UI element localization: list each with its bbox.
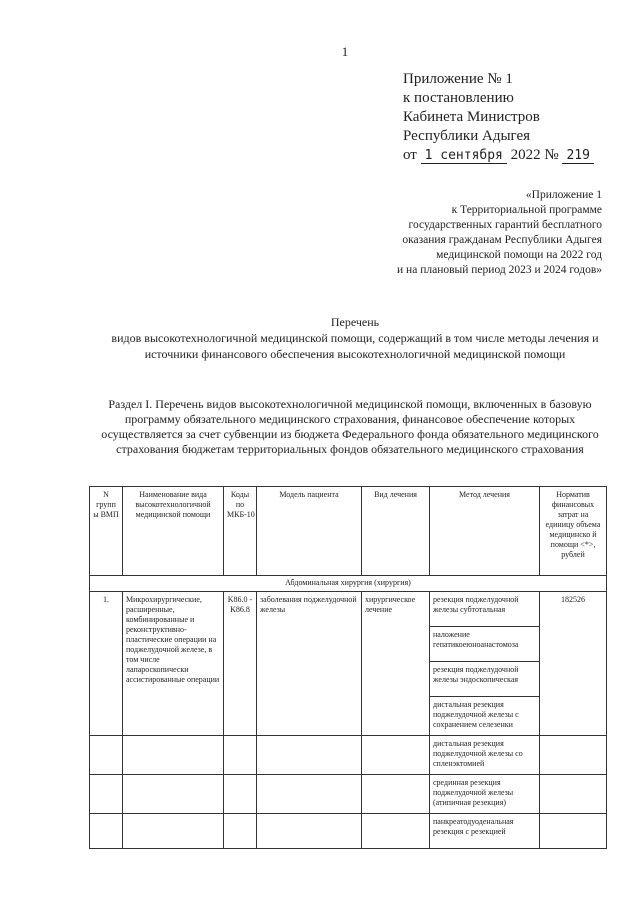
cell-treatment-type: хирургическое лечение	[362, 592, 430, 736]
cell-empty	[257, 736, 362, 775]
intro-block	[397, 188, 602, 278]
header-cost: Норматив финансовых затрат на единицу объема медицинско й помощи <*>, рублей	[540, 487, 607, 576]
intro-line: к Территориальной программе	[451, 204, 602, 216]
table-row	[90, 814, 607, 849]
section-heading	[80, 397, 620, 457]
section-line: осуществляется за счет субвенции из бюджета Федерального фонда обязательного медицинского	[101, 427, 599, 441]
cell-empty	[90, 775, 123, 814]
header-patient-model: Модель пациента	[257, 487, 362, 576]
cell-vmp-name: Микрохирургические, расширенные, комбинированные и реконструктивно-пластические операции на поджелудочной железе, в том числе лапароскопически ассистированные операции	[123, 592, 224, 736]
cell-empty	[224, 736, 257, 775]
cell-method: резекция поджелудочной железы субтотальная	[430, 592, 540, 627]
table-row	[90, 736, 607, 775]
cell-group-no: 1.	[90, 592, 123, 736]
cell-method: срединная резекция поджелудочной железы (атипичная резекция)	[430, 775, 540, 814]
header-treatment-method: Метод лечения	[430, 487, 540, 576]
appendix-line: к постановлению	[403, 90, 514, 106]
vmp-table	[89, 486, 607, 849]
cell-empty	[362, 814, 430, 849]
cell-empty	[224, 814, 257, 849]
cell-empty	[540, 814, 607, 849]
cell-icd-codes: K86.0 - K86.8	[224, 592, 257, 736]
cell-empty	[90, 814, 123, 849]
intro-line: и на плановый период 2023 и 2024 годов»	[397, 264, 602, 276]
section-line: страхования бюджетам территориальных фондов обязательного медицинского страхования	[116, 442, 584, 456]
appendix-line: Приложение № 1	[403, 71, 513, 87]
table-row	[90, 592, 607, 627]
year-text: 2022 №	[510, 147, 559, 163]
cell-empty	[257, 814, 362, 849]
appendix-date-line	[403, 146, 594, 165]
cell-empty	[123, 736, 224, 775]
table-row	[90, 775, 607, 814]
cell-empty	[123, 814, 224, 849]
title-line: Перечень	[330, 315, 380, 329]
handwritten-number: 219	[562, 148, 593, 164]
handwritten-date: 1 сентября	[421, 148, 507, 164]
header-vmp-name: Наименование вида высокотехнологичной медицинской помощи	[123, 487, 224, 576]
intro-line: государственных гарантий бесплатного	[408, 219, 602, 231]
cell-empty	[257, 775, 362, 814]
cell-method: дистальная резекция поджелудочной железы с сохранением селезенки	[430, 697, 540, 736]
cell-method: панкреатодуоденальная резекция с резекцией	[430, 814, 540, 849]
table-group-row	[90, 576, 607, 592]
page-number: 1	[341, 44, 349, 59]
header-group-no: N групп ы ВМП	[90, 487, 123, 576]
cell-empty	[123, 775, 224, 814]
appendix-line: Республики Адыгея	[403, 128, 531, 144]
cell-empty	[224, 775, 257, 814]
section-line: Раздел I. Перечень видов высокотехнологичной медицинской помощи, включенных в базовую	[108, 397, 592, 411]
cell-method: наложение гепатикоеюноанастомоза	[430, 627, 540, 662]
title-line: видов высокотехнологичной медицинской помощи, содержащий в том числе методы лечения и	[111, 331, 599, 345]
cell-empty	[90, 736, 123, 775]
intro-line: медицинской помощи на 2022 год	[436, 249, 602, 261]
group-title: Абдоминальная хирургия (хирургия)	[90, 576, 607, 592]
appendix-block	[403, 70, 594, 165]
cell-empty	[540, 775, 607, 814]
cell-patient-model: заболевания поджелудочной железы	[257, 592, 362, 736]
cell-empty	[362, 775, 430, 814]
title-line: источники финансового обеспечения высокотехнологичной медицинской помощи	[144, 347, 566, 361]
cell-empty	[540, 736, 607, 775]
table-header-row	[90, 487, 607, 576]
cell-method: резекция поджелудочной железы эндоскопическая	[430, 662, 540, 697]
cell-method: дистальная резекция поджелудочной железы со спленэктомией	[430, 736, 540, 775]
date-prefix: от	[403, 147, 417, 163]
intro-line: «Приложение 1	[525, 189, 602, 201]
cell-cost: 182526	[540, 592, 607, 736]
cell-empty	[362, 736, 430, 775]
header-icd-codes: Коды по МКБ-10	[224, 487, 257, 576]
header-treatment-type: Вид лечения	[362, 487, 430, 576]
appendix-line: Кабинета Министров	[403, 109, 540, 125]
document-title	[60, 314, 640, 362]
section-line: программу обязательного медицинского страхования, финансовое обеспечение которых	[124, 412, 576, 426]
intro-line: оказания гражданам Республики Адыгея	[402, 234, 602, 246]
